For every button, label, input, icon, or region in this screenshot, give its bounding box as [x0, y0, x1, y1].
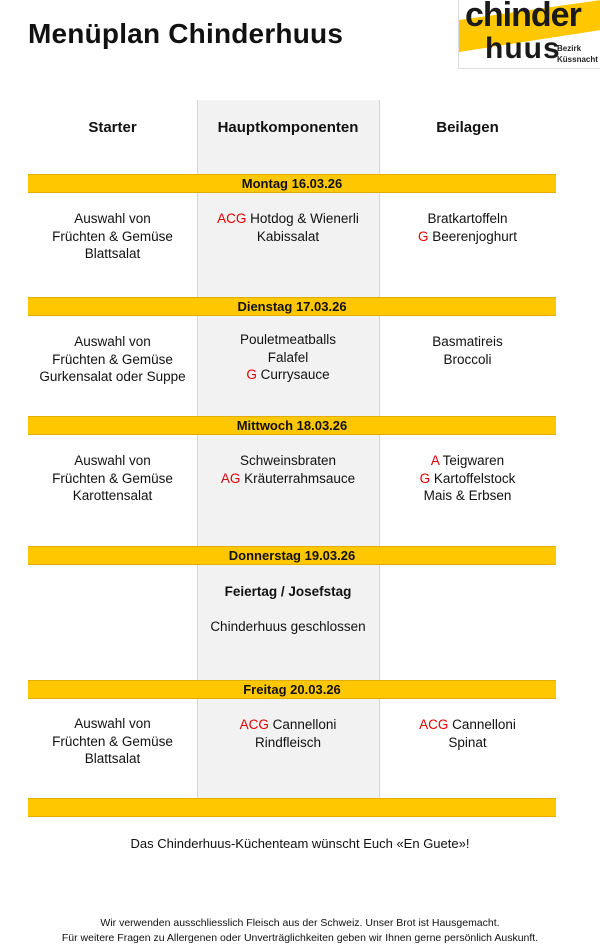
dish-name: Cannelloni — [452, 717, 516, 732]
dish-name: Schweinsbraten — [239, 453, 337, 468]
main-line — [198, 734, 378, 752]
dish-name: Bratkartoffeln — [427, 211, 508, 226]
day-bar-friday: Freitag 20.03.26 — [28, 680, 556, 699]
starter-line: Auswahl von — [74, 334, 151, 349]
dish-name: Beerenjoghurt — [432, 228, 518, 244]
starter-line: Auswahl von — [74, 453, 151, 468]
day-bar-thursday: Donnerstag 19.03.26 — [28, 546, 556, 565]
main-line — [198, 349, 378, 367]
thursday-holiday: Feiertag / Josefstag — [224, 584, 352, 599]
column-header-starter: Starter — [88, 119, 137, 136]
starter-line: Früchten & Gemüse — [52, 470, 173, 486]
logo-word-top: chinder — [465, 0, 581, 34]
starter-line: Auswahl von — [74, 211, 151, 226]
dish-name: Cannelloni — [272, 717, 337, 732]
side-line — [379, 210, 556, 228]
side-line — [379, 333, 556, 351]
main-line — [198, 331, 378, 349]
side-line — [379, 228, 556, 246]
dish-name: Hotdog & Wienerli — [250, 211, 359, 226]
side-line — [379, 351, 556, 369]
dish-name: Kräuterrahmsauce — [244, 470, 356, 486]
chinderhuus-logo — [458, 0, 600, 69]
allergen-code: G — [417, 228, 429, 244]
starter-line: Früchten & Gemüse — [52, 228, 173, 244]
logo-sub-1: Bezirk — [557, 44, 582, 53]
monday-main — [198, 210, 378, 245]
tuesday-sides — [379, 333, 556, 368]
monday-sides — [379, 210, 556, 245]
starter-line: Blattsalat — [84, 246, 141, 262]
column-header-sides: Beilagen — [436, 119, 499, 136]
dish-name: Spinat — [448, 734, 487, 750]
friday-starter — [28, 715, 197, 768]
allergen-code: ACG — [239, 717, 269, 732]
thursday-closed: Chinderhuus geschlossen — [210, 619, 366, 634]
tuesday-starter — [28, 333, 197, 386]
main-line — [198, 452, 378, 470]
footer-line-2: Für weitere Fragen zu Allergenen oder Unverträglichkeiten geben wir Ihnen gerne persönlich Auskunft. — [61, 932, 539, 944]
wednesday-starter — [28, 452, 197, 505]
dish-name: Kartoffelstock — [433, 470, 516, 486]
starter-line: Blattsalat — [84, 751, 141, 767]
main-line — [198, 470, 378, 488]
dish-name: Broccoli — [443, 351, 492, 367]
side-line — [379, 470, 556, 488]
day-bar-monday: Montag 16.03.26 — [28, 174, 556, 193]
allergen-code: AG — [220, 470, 241, 486]
closing-message: Das Chinderhuus-Küchenteam wünscht Euch «En Guete»! — [130, 836, 470, 851]
wednesday-main — [198, 452, 378, 487]
side-line — [379, 452, 556, 470]
allergen-code: ACG — [217, 211, 247, 226]
main-line — [198, 366, 378, 384]
starter-line: Karottensalat — [72, 488, 153, 504]
main-line — [198, 228, 378, 246]
starter-line: Früchten & Gemüse — [52, 351, 173, 367]
bottom-bar — [28, 798, 556, 817]
starter-line: Gurkensalat oder Suppe — [39, 369, 186, 385]
allergen-code: G — [419, 470, 431, 486]
allergen-code: ACG — [419, 717, 449, 732]
monday-starter — [28, 210, 197, 263]
main-line — [198, 716, 378, 734]
day-bar-tuesday: Dienstag 17.03.26 — [28, 297, 556, 316]
dish-name: Rindfleisch — [254, 734, 322, 750]
starter-line: Auswahl von — [74, 716, 151, 731]
allergen-code: A — [430, 453, 440, 468]
dish-name: Mais & Erbsen — [423, 488, 512, 504]
logo-sub-2: Küssnacht — [557, 55, 598, 64]
dish-name: Kabissalat — [256, 228, 320, 244]
dish-name: Currysauce — [260, 367, 330, 383]
dish-name: Basmatireis — [432, 334, 503, 349]
side-line — [379, 716, 556, 734]
tuesday-main — [198, 331, 378, 384]
allergen-code: G — [246, 367, 257, 383]
column-header-main: Hauptkomponenten — [217, 119, 359, 136]
logo-word-bottom: huus — [485, 32, 561, 65]
starter-line: Früchten & Gemüse — [52, 733, 173, 749]
side-line — [379, 487, 556, 505]
main-line — [198, 210, 378, 228]
friday-sides — [379, 716, 556, 751]
footer-line-1: Wir verwenden ausschliesslich Fleisch aus der Schweiz. Unser Brot ist Hausgemacht. — [100, 917, 500, 929]
dish-name: Falafel — [267, 349, 309, 365]
friday-main — [198, 716, 378, 751]
side-line — [379, 734, 556, 752]
page-title: Menüplan Chinderhuus — [28, 18, 344, 49]
day-bar-wednesday: Mittwoch 18.03.26 — [28, 416, 556, 435]
dish-name: Teigwaren — [442, 453, 505, 468]
dish-name: Pouletmeatballs — [239, 332, 337, 347]
wednesday-sides — [379, 452, 556, 505]
